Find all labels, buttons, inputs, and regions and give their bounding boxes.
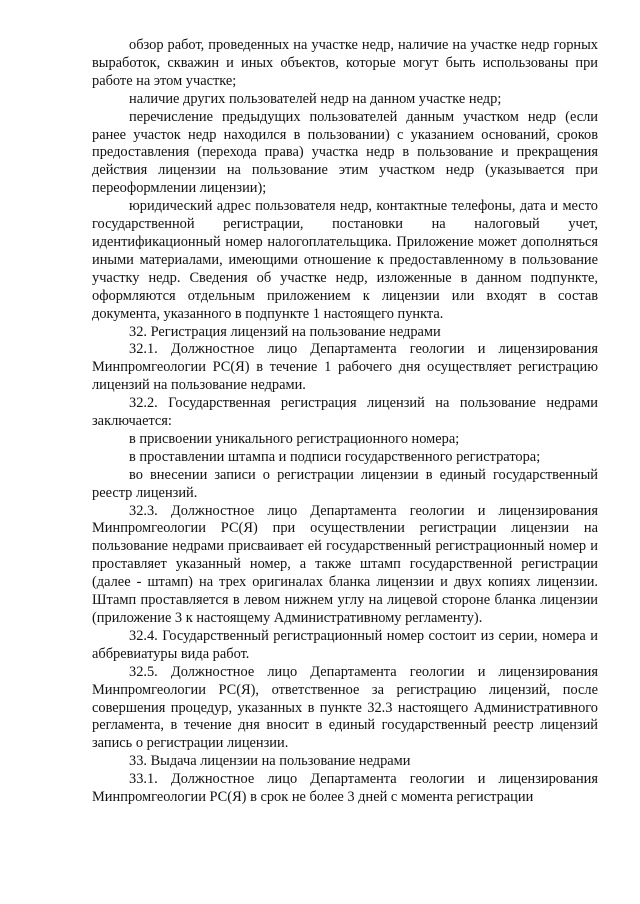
paragraph-32-3: 32.3. Должностное лицо Департамента геологии и лицензирования Минпромгеологии РС(Я) при осуществлении регистрации лицензии на пользование недрами присваивает ей государственный регистрационный номер и проставляет указанный номер, а также штамп государственной регистрации (далее - штамп) на трех оригиналах бланка лицензии и двух копиях лицензии. Штамп проставляется в левом нижнем углу на лицевой стороне бланка лицензии (приложение 3 к настоящему Административному регламенту). bbox=[92, 502, 598, 626]
paragraph-work-review: обзор работ, проведенных на участке недр, наличие на участке недр горных выработок, скважин и иных объектов, которые могут быть использованы при работе на этом участке; bbox=[92, 37, 598, 89]
list-item-stamp-signature: в проставлении штампа и подписи государственного регистратора; bbox=[129, 448, 541, 465]
list-item-registry-entry: во внесении записи о регистрации лицензии в единый государственный реестр лицензий. bbox=[92, 466, 598, 501]
paragraph-33-1: 33.1. Должностное лицо Департамента геологии и лицензирования Минпромгеологии РС(Я) в срок не более 3 дней с момента регистрации bbox=[92, 771, 598, 806]
paragraph-32-4: 32.4. Государственный регистрационный номер состоит из серии, номера и аббревиатуры вида работ. bbox=[92, 627, 598, 662]
section-heading-33: 33. Выдача лицензии на пользование недрами bbox=[129, 753, 411, 770]
paragraph-32-5: 32.5. Должностное лицо Департамента геологии и лицензирования Минпромгеологии РС(Я), ответственное за регистрацию лицензий, после совершения процедур, указанных в пункте 32.3 настоящего Административного регламента, в течение дня вносит в единый государственный реестр лицензий запись о регистрации лицензии. bbox=[92, 663, 598, 752]
list-item-unique-number: в присвоении уникального регистрационного номера; bbox=[129, 430, 460, 447]
section-heading-32: 32. Регистрация лицензий на пользование недрами bbox=[129, 323, 441, 340]
paragraph-previous-users: перечисление предыдущих пользователей данным участком недр (если ранее участок недр находился в пользовании) с указанием оснований, сроков предоставления (перехода права) участка недр в пользование и прекращения действия лицензии на пользование этим участком недр (указывается при переоформлении лицензии); bbox=[92, 108, 598, 197]
paragraph-32-1: 32.1. Должностное лицо Департамента геологии и лицензирования Минпромгеологии РС(Я) в течение 1 рабочего дня осуществляет регистрацию лицензий на пользование недрами. bbox=[92, 341, 598, 394]
paragraph-legal-address: юридический адрес пользователя недр, контактные телефоны, дата и место государственной регистрации, постановки на налоговый учет, идентификационный номер налогоплательщика. Приложение может дополняться иными материалами, имеющими отношение к предоставленному в пользование участку недр. Сведения об участке недр, изложенные в данном подпункте, оформляются отдельным приложением к лицензии или входят в состав документа, указанного в подпункте 1 настоящего пункта. bbox=[92, 198, 598, 322]
paragraph-other-users: наличие других пользователей недр на данном участке недр; bbox=[129, 90, 502, 107]
paragraph-32-2: 32.2. Государственная регистрация лицензий на пользование недрами заключается: bbox=[92, 395, 598, 430]
document-page bbox=[92, 37, 598, 807]
